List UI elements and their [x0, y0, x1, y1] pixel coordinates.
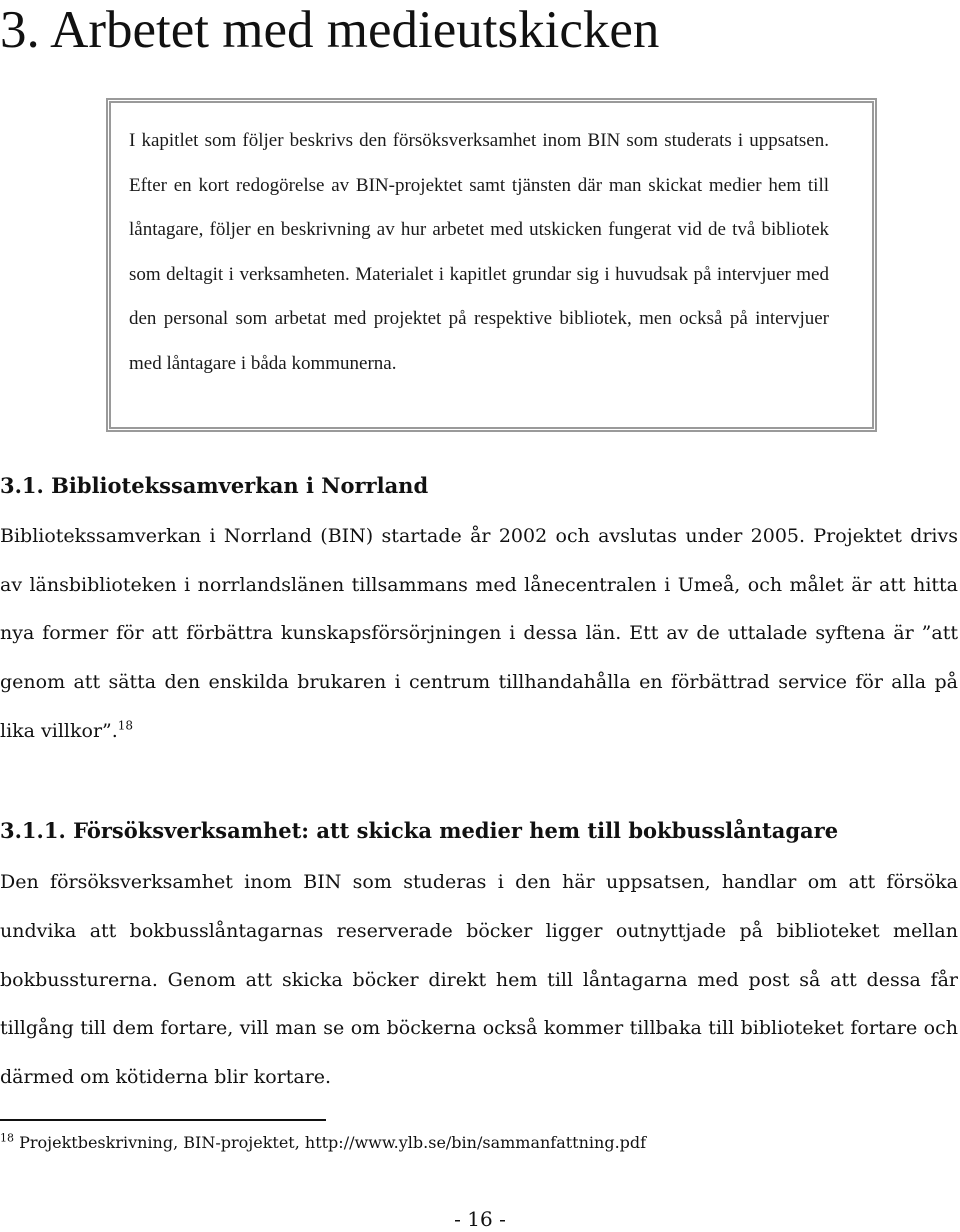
- chapter-summary-text: I kapitlet som följer beskrivs den försöksverksamhet inom BIN som studerats i uppsatsen. Efter en kort redogörelse av BIN-projektet samt tjänsten där man skickat medier hem till låntagare, följer en beskrivning av hur arbetet med utskicken fungerat vid de två bibliotek som deltagit i verksamheten. Materialet i kapitlet grundar sig i huvudsak på intervjuer med den personal som arbetat med projektet på respektive bibliotek, men också på intervjuer med låntagare i båda kommunerna.: [129, 130, 829, 374]
- section-heading-bin: 3.1. Bibliotekssamverkan i Norrland: [0, 473, 429, 498]
- page-number: - 16 -: [454, 1207, 506, 1231]
- section-paragraph-bin-text: Bibliotekssamverkan i Norrland (BIN) startade år 2002 och avslutas under 2005. Projektet drivs av länsbiblioteken i norrlandslänen tillsammans med lånecentralen i Umeå, och målet är att hitta nya former för att förbättra kunskapsförsörjningen i dessa län. Ett av de uttalade syftena är ”att genom att sätta den enskilda brukaren i centrum tillhandahålla en förbättrad service för alla på lika villkor”.: [0, 525, 958, 742]
- chapter-title: 3. Arbetet med medieutskicken: [0, 1, 660, 59]
- section-paragraph-pilot: Den försöksverksamhet inom BIN som studeras i den här uppsatsen, handlar om att försöka undvika att bokbusslåntagarnas reserverade böcker ligger outnyttjade på biblioteket mellan bokbussturerna. Genom att skicka böcker direkt hem till låntagarna med post så att dessa får tillgång till dem fortare, vill man se om böckerna också kommer tillbaka till biblioteket fortare och därmed om kötiderna blir kortare.: [0, 871, 958, 1089]
- footnote-divider: [0, 1119, 326, 1121]
- footnote-number: 18: [0, 1131, 14, 1145]
- footnote-text: Projektbeskrivning, BIN-projektet, http://www.ylb.se/bin/sammanfattning.pdf: [19, 1133, 647, 1152]
- section-heading-pilot: 3.1.1. Försöksverksamhet: att skicka medier hem till bokbusslåntagare: [0, 818, 839, 843]
- footnote: [0, 1131, 958, 1155]
- chapter-summary-box: [106, 98, 877, 432]
- section-paragraph-bin: [0, 512, 958, 756]
- footnote-reference: 18: [117, 718, 134, 733]
